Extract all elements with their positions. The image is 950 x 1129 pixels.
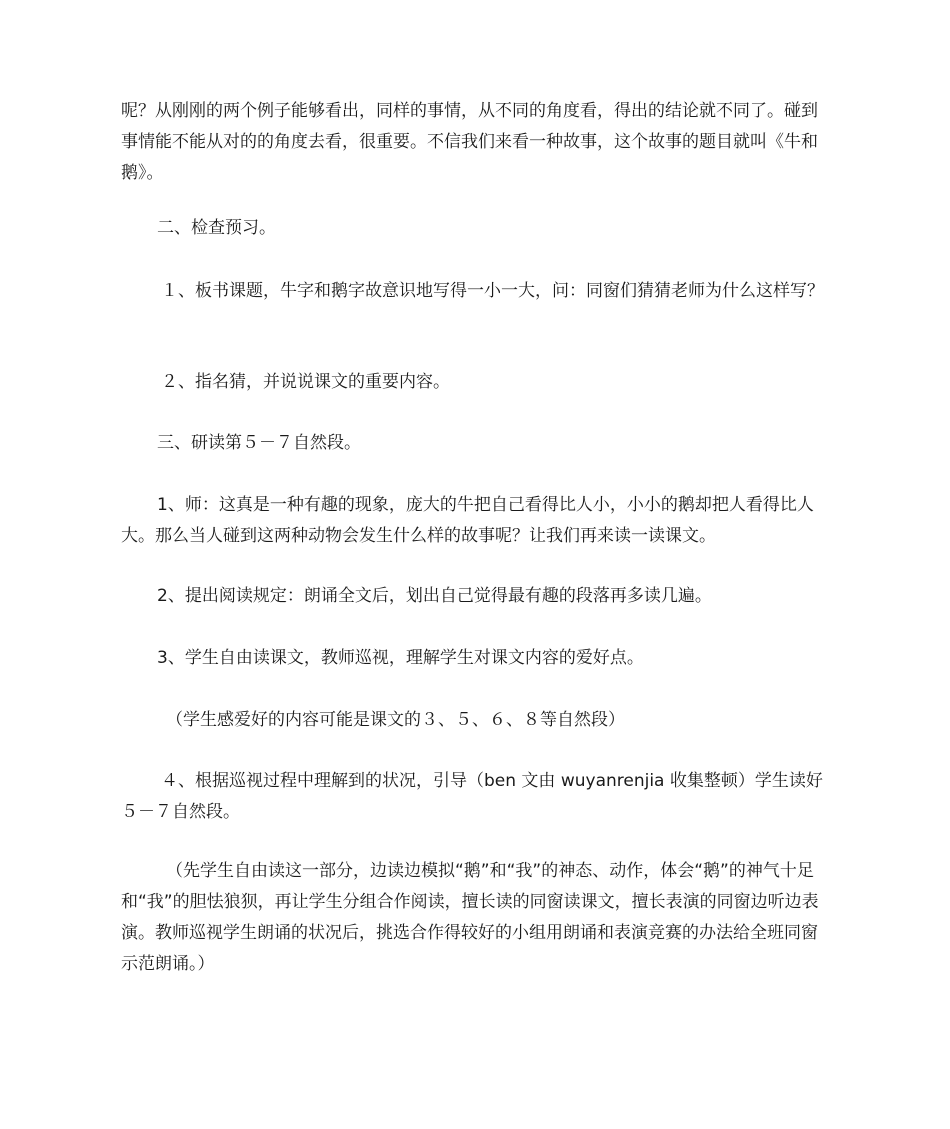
paragraph-step-1-board-title: １、板书课题，牛字和鹅字故意识地写得一小一大，问：同窗们猜猜老师为什么这样写？: [161, 281, 824, 301]
paragraph-reading-requirement: 2、提出阅读规定：朗诵全文后，划出自己觉得最有趣的段落再多读几遍。: [157, 586, 712, 606]
section-heading-check-preview: 二、检查预习。: [157, 218, 276, 238]
paragraph-reading-activity-note: （先学生自由读这一部分，边读边模拟“鹅”和“我”的神态、动作，体会“鹅”的神气十足和“我”的胆怯狼狈，再让学生分组合作阅读，擅长读的同窗读课文，擅长表演的同窗边听边表演。教师巡视学生朗诵的状况后，挑选合作得较好的小组用朗诵和表演竞赛的办法给全班同窗示范朗诵。）: [121, 861, 819, 974]
section-heading-study-paragraphs: 三、研读第５－７自然段。: [157, 433, 361, 453]
paragraph-intro-continuation: 呢？从刚刚的两个例子能够看出，同样的事情，从不同的角度看，得出的结论就不同了。碰到事情能不能从对的的角度去看，很重要。不信我们来看一种故事，这个故事的题目就叫《牛和鹅》。: [121, 101, 818, 183]
paragraph-step-2-name-guess: ２、指名猜，并说说课文的重要内容。: [161, 372, 450, 392]
paragraph-interest-note: （学生感爱好的内容可能是课文的３、５、６、８等自然段）: [166, 710, 625, 730]
paragraph-free-reading: 3、学生自由读课文，教师巡视，理解学生对课文内容的爱好点。: [157, 648, 644, 668]
paragraph-teacher-intro: 1、师：这真是一种有趣的现象，庞大的牛把自己看得比人小，小小的鹅却把人看得比人大。那么当人碰到这两种动物会发生什么样的故事呢？让我们再来读一读课文。: [121, 495, 814, 546]
paragraph-step-4-guide-reading: ４、根据巡视过程中理解到的状况，引导（ben 文由 wuyanrenjia 收集整顿）学生读好５－７自然段。: [121, 771, 823, 822]
